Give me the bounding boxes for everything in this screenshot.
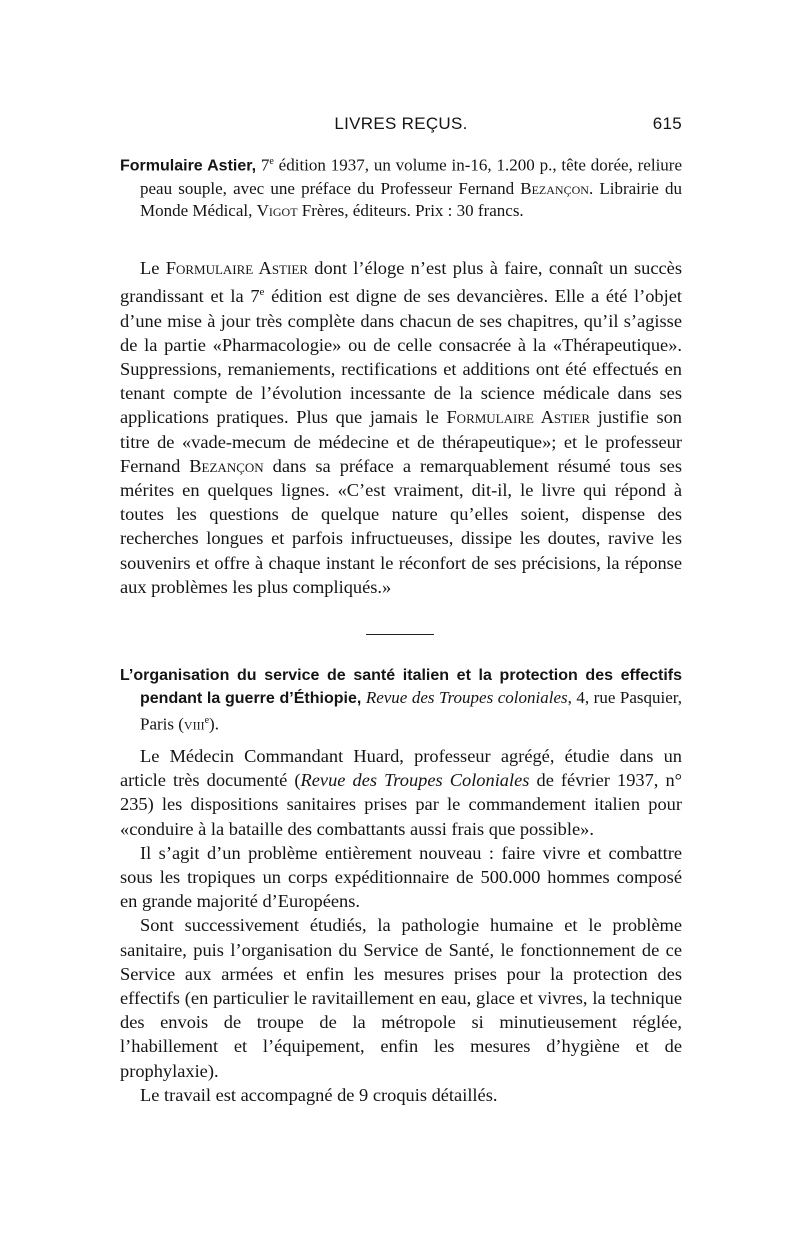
entry-2-paragraph-4: Le travail est accompagné de 9 croquis détaillés. bbox=[140, 1084, 498, 1105]
entry-1-author: Bezançon bbox=[520, 178, 589, 198]
text-run: édition est digne de ses devancières. Elle a été l’objet d’une mise à jour très complète dans chacun de ses chapitres, qu’il s’agisse de la partie «Pharmacologie» ou de celle consacrée à la «Thérapeutique». Suppressions, remaniements, rectifications et additions ont été effectués en tenant compte de l’évolution incessante de la science médicale dans ses applications pratiques. Plus que jamais le bbox=[120, 286, 682, 428]
text-run: dont l’éloge n’est plus à faire, connaît un succès grandissant et la 7 bbox=[120, 258, 682, 307]
text-run: justifie son titre de «vade-mecum de médecine et de thérapeutique»; et le professeur Fernand bbox=[120, 407, 682, 476]
entry-1-edition: 7 bbox=[260, 155, 270, 175]
text-run: Le bbox=[140, 258, 166, 278]
entry-1-publisher-text: . Librairie du Monde Médical, bbox=[140, 178, 682, 220]
text-run: Le Médecin Commandant Huard, professeur agrégé, étudie dans un article très documenté ( bbox=[120, 746, 682, 791]
entry-2-journal: Revue des Troupes coloniales bbox=[365, 688, 568, 707]
entry-2-review bbox=[120, 744, 682, 1107]
text-run: de février 1937, n° 235) les dispositions sanitaires prises par le commandement italien pour «conduire à la bataille des combattants aussi frais que possible». bbox=[120, 770, 682, 839]
running-header bbox=[120, 114, 682, 142]
entry-1-review bbox=[120, 256, 682, 599]
text-run-italic: Revue des Troupes Coloniales bbox=[300, 770, 530, 791]
page-number: 615 bbox=[652, 114, 682, 133]
running-title: LIVRES REÇUS. bbox=[334, 114, 468, 133]
entry-2-paragraph-3: Sont successivement étudiés, la pathologie humaine et le problème sanitaire, puis l’organisation du Service de Santé, le fonctionnement de ce Service aux armées et enfin les mesures prises pour la protection des effectifs (en particulier le ravitaillement en eau, glace et vivres, la technique des envois de troupe de la métropole si minutieusement réglée, l’habillement et l’équipement, enfin les mesures d’hygiène et de prophylaxie). bbox=[120, 915, 682, 1081]
entry-2-title: L’organisation du service de santé italien et la protection des effectifs pendant la guerre d’Éthiopie, bbox=[120, 667, 682, 707]
entry-1-edition-sup: e bbox=[269, 156, 274, 167]
entry-1-price: Frères, éditeurs. Prix : 30 francs. bbox=[297, 200, 524, 220]
entry-2-address-end: ). bbox=[209, 714, 219, 734]
entry-2-arrondissement: viii bbox=[183, 714, 205, 734]
text-run-sc: Formulaire Astier bbox=[446, 407, 591, 428]
section-divider bbox=[366, 634, 434, 635]
entry-1-details: édition 1937, un volume in-16, 1.200 p., tête dorée, reliure peau souple, avec une préface du Professeur Fernand bbox=[140, 155, 682, 198]
entry-1-publisher: Vigot bbox=[256, 200, 298, 220]
text-run-sc: Bezançon bbox=[189, 455, 264, 476]
entry-1-paragraph bbox=[120, 256, 682, 599]
entry-2-paragraph-1 bbox=[120, 744, 682, 841]
text-run: dans sa préface a remarquablement résumé tous ses mérites en quelques lignes. «C’est vraiment, dit-il, le livre qui répond à toutes les questions de quelque nature qu’elles soient, dispense des recherches longues et parfois infructueuses, dissipe les doutes, ravive les souvenirs et offre à chaque instant le réconfort de ses précisions, la réponse aux problèmes les plus compliqués.» bbox=[120, 455, 682, 597]
entry-1-title: Formulaire Astier, bbox=[120, 157, 257, 175]
entry-2-address: , 4, rue Pasquier, Paris ( bbox=[140, 688, 683, 734]
entry-1-heading bbox=[120, 151, 682, 222]
entry-2-heading bbox=[120, 664, 682, 736]
text-run-sc: Formulaire Astier bbox=[165, 258, 308, 278]
text-sup: e bbox=[259, 286, 265, 299]
entry-2-arr-sup: e bbox=[204, 715, 210, 726]
entry-2-paragraph-2: Il s’agit d’un problème entièrement nouveau : faire vivre et combattre sous les tropiques un corps expéditionnaire de 500.000 hommes composé en grande majorité d’Européens. bbox=[120, 842, 682, 912]
